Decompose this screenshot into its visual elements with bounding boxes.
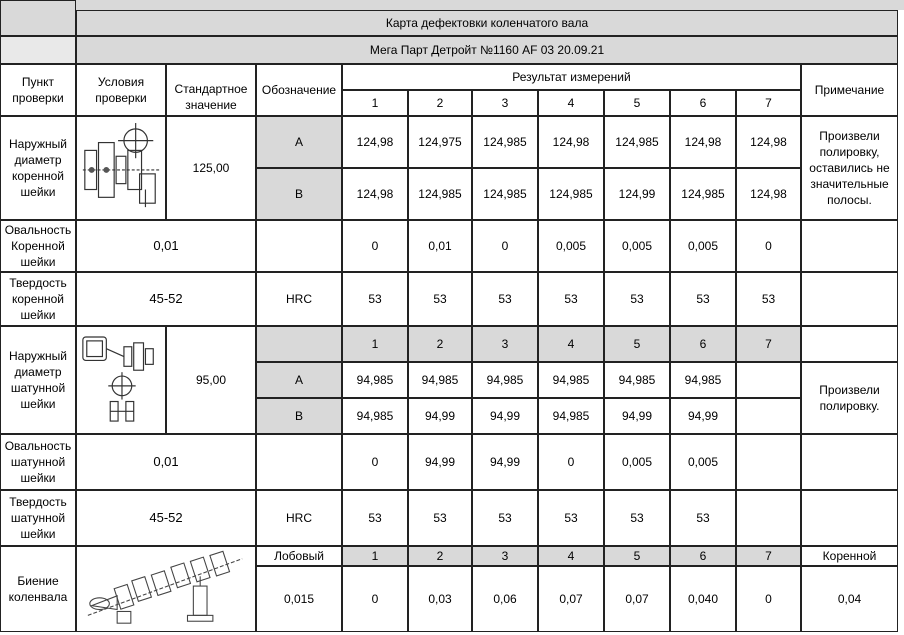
runout-col-4 xyxy=(538,546,604,566)
rod-ov-4 xyxy=(538,434,604,490)
cell-value: 0 xyxy=(371,455,379,469)
header-col-2 xyxy=(408,90,472,116)
header-col-3 xyxy=(472,90,538,116)
main-b-2 xyxy=(408,168,472,220)
rod-col-5 xyxy=(604,326,670,362)
rod-a-6 xyxy=(670,362,736,398)
main-a-6 xyxy=(670,116,736,168)
main-hardness-label-text: Твердость коренной шейки xyxy=(9,276,67,322)
cell-value: 94,99 xyxy=(424,455,456,469)
cell-value: 53 xyxy=(368,292,382,306)
cell-value: 53 xyxy=(630,511,644,525)
cell-value: 94,99 xyxy=(621,409,653,423)
rod-ov-3 xyxy=(472,434,538,490)
header-col-6 xyxy=(670,90,736,116)
runout-col-6 xyxy=(670,546,736,566)
header-designation-text: Обозначение xyxy=(261,83,337,97)
rod-b-2 xyxy=(408,398,472,434)
cell-value: 0,01 xyxy=(428,239,452,253)
col-number: 3 xyxy=(501,549,509,563)
header-standard xyxy=(166,64,256,116)
cell-value: 0 xyxy=(371,592,379,606)
runout-6 xyxy=(670,566,736,632)
rod-journal-standard-text: 95,00 xyxy=(195,373,227,387)
hrc-label: HRC xyxy=(286,292,312,306)
rod-b-7 xyxy=(736,398,801,434)
cell-value: 124,98 xyxy=(356,135,394,149)
cell-value: 124,985 xyxy=(615,135,659,149)
cell-value: 0,03 xyxy=(428,592,452,606)
header-conditions xyxy=(76,64,166,116)
runout-face-value-text: 0,015 xyxy=(283,592,315,606)
main-ov-3 xyxy=(472,220,538,272)
col-number: 4 xyxy=(567,549,575,563)
cell-value: 53 xyxy=(498,511,512,525)
runout-main-label-text: Коренной xyxy=(822,549,877,563)
rod-ovality-label xyxy=(0,434,76,490)
cell-value: 124,98 xyxy=(750,187,787,201)
header-point xyxy=(0,64,76,116)
cell-value: 53 xyxy=(564,511,578,525)
col-number: 5 xyxy=(633,96,641,110)
main-a-1 xyxy=(342,116,408,168)
main-hardness-note xyxy=(801,272,898,326)
rod-hardness-note xyxy=(801,490,898,546)
rod-b-4 xyxy=(538,398,604,434)
main-journal-standard xyxy=(166,116,256,220)
cell-value: 0,07 xyxy=(625,592,649,606)
main-b-7 xyxy=(736,168,801,220)
main-b-6 xyxy=(670,168,736,220)
rod-col-3 xyxy=(472,326,538,362)
designation-b: B xyxy=(294,409,303,423)
cell-value: 0 xyxy=(567,455,575,469)
runout-7 xyxy=(736,566,801,632)
main-ovality-note xyxy=(801,220,898,272)
rod-ovality-standard xyxy=(76,434,256,490)
cell-value: 94,985 xyxy=(356,373,394,387)
runout-col-1 xyxy=(342,546,408,566)
rod-col-1 xyxy=(342,326,408,362)
rod-hrc-4 xyxy=(538,490,604,546)
main-ovality-label-text: Овальность Коренной шейки xyxy=(4,223,72,269)
main-hrc-5 xyxy=(604,272,670,326)
main-ov-4 xyxy=(538,220,604,272)
rod-ov-7 xyxy=(736,434,801,490)
cell-value: 0,06 xyxy=(493,592,517,606)
main-b-4 xyxy=(538,168,604,220)
main-ovality-designation xyxy=(256,220,342,272)
runout-label xyxy=(0,546,76,632)
cell-value: 124,985 xyxy=(549,187,593,201)
col-number: 4 xyxy=(567,96,575,110)
designation-a: A xyxy=(294,373,303,387)
col-number: 2 xyxy=(436,549,444,563)
rod-hrc-5 xyxy=(604,490,670,546)
main-journal-note-text: Произвели полировку, оставились не значительные полосы. xyxy=(809,129,890,207)
header-note-text: Примечание xyxy=(814,83,885,97)
rod-ov-6 xyxy=(670,434,736,490)
cell-value: 53 xyxy=(564,292,578,306)
runout-figure xyxy=(76,546,256,632)
main-journal-row-b-designation xyxy=(256,168,342,220)
cell-value: 94,985 xyxy=(421,373,459,387)
cell-value: 124,985 xyxy=(483,187,527,201)
rod-journal-row-b-designation xyxy=(256,398,342,434)
col-number: 2 xyxy=(436,96,444,110)
rod-ovality-note xyxy=(801,434,898,490)
rod-hardness-label xyxy=(0,490,76,546)
rod-hardness-label-text: Твердость шатунной шейки xyxy=(9,495,67,541)
cell-value: 0 xyxy=(371,239,379,253)
runout-col-3 xyxy=(472,546,538,566)
cell-value: 94,99 xyxy=(489,455,521,469)
main-b-5 xyxy=(604,168,670,220)
rod-hrc-6 xyxy=(670,490,736,546)
main-hardness-standard xyxy=(76,272,256,326)
main-hrc-6 xyxy=(670,272,736,326)
runout-1 xyxy=(342,566,408,632)
main-journal-figure xyxy=(76,116,166,220)
main-ov-2 xyxy=(408,220,472,272)
cell-value: 0 xyxy=(765,592,772,606)
runout-label-text: Биение коленвала xyxy=(8,574,68,604)
rod-ov-5 xyxy=(604,434,670,490)
cell-value: 124,985 xyxy=(483,135,527,149)
col-number: 6 xyxy=(699,337,707,351)
runout-col-2 xyxy=(408,546,472,566)
cell-value: 53 xyxy=(630,292,644,306)
rod-journal-note-text: Произвели полировку. xyxy=(819,383,880,413)
main-a-7 xyxy=(736,116,801,168)
header-conditions-text: Условия проверки xyxy=(95,75,147,105)
cell-value: 0,005 xyxy=(621,455,653,469)
cell-value: 53 xyxy=(433,292,447,306)
header-result xyxy=(342,64,801,90)
sheet-top-strip xyxy=(0,0,904,10)
runout-main-label xyxy=(801,546,898,566)
runout-main-value xyxy=(801,566,898,632)
rod-col-4 xyxy=(538,326,604,362)
cell-value: 0,005 xyxy=(621,239,653,253)
main-journal-row-a-designation xyxy=(256,116,342,168)
main-ovality-standard-text: 0,01 xyxy=(153,238,179,253)
rod-a-1 xyxy=(342,362,408,398)
rod-ov-1 xyxy=(342,434,408,490)
rod-journal-standard xyxy=(166,326,256,434)
col-number: 3 xyxy=(501,96,509,110)
rod-hrc-7 xyxy=(736,490,801,546)
runout-main-value-text: 0,04 xyxy=(837,592,862,606)
cell-value: 0 xyxy=(765,239,772,253)
main-journal-standard-text: 125,00 xyxy=(192,161,230,175)
main-hrc-7 xyxy=(736,272,801,326)
cell-value: 53 xyxy=(761,292,776,306)
rod-a-5 xyxy=(604,362,670,398)
rod-hrc-3 xyxy=(472,490,538,546)
cell-value: 53 xyxy=(696,511,710,525)
rod-col-7 xyxy=(736,326,801,362)
col-number: 5 xyxy=(633,549,641,563)
main-hardness-designation xyxy=(256,272,342,326)
header-standard-text: Стандартное значение xyxy=(174,82,248,112)
cell-value: 53 xyxy=(498,292,512,306)
cell-value: 0,005 xyxy=(555,239,587,253)
col-number: 6 xyxy=(699,96,707,110)
cell-value: 0,07 xyxy=(559,592,583,606)
cell-value: 94,99 xyxy=(489,409,521,423)
col-number: 5 xyxy=(633,337,641,351)
runout-2 xyxy=(408,566,472,632)
rod-hardness-standard xyxy=(76,490,256,546)
runout-face-value xyxy=(256,566,342,632)
col-number: 7 xyxy=(765,549,772,563)
main-ov-1 xyxy=(342,220,408,272)
cell-value: 0 xyxy=(501,239,509,253)
runout-5 xyxy=(604,566,670,632)
rod-ovality-label-text: Овальность шатунной шейки xyxy=(4,439,72,485)
rod-ovality-standard-text: 0,01 xyxy=(153,454,179,469)
main-hrc-4 xyxy=(538,272,604,326)
cell-value: 94,985 xyxy=(684,373,722,387)
main-ov-7 xyxy=(736,220,801,272)
runout-4 xyxy=(538,566,604,632)
card-title-text: Карта дефектовки коленчатого вала xyxy=(385,16,589,30)
selected-cell[interactable] xyxy=(0,36,76,64)
cell-value: 124,98 xyxy=(552,135,590,149)
main-b-3 xyxy=(472,168,538,220)
main-hrc-3 xyxy=(472,272,538,326)
col-number: 3 xyxy=(501,337,509,351)
designation-a: A xyxy=(294,135,303,149)
main-journal-label xyxy=(0,116,76,220)
rod-journal-note xyxy=(801,362,898,434)
col-number: 1 xyxy=(371,337,379,351)
rod-b-5 xyxy=(604,398,670,434)
header-col-1 xyxy=(342,90,408,116)
hrc-label: HRC xyxy=(286,511,312,525)
runout-face-label-text: Лобовый xyxy=(274,549,324,563)
header-designation xyxy=(256,64,342,116)
crankshaft-runout-diagram-icon xyxy=(77,547,255,631)
cell-value: 124,98 xyxy=(684,135,722,149)
cell-value: 0,005 xyxy=(687,239,719,253)
rod-hardness-standard-text: 45-52 xyxy=(149,510,183,525)
runout-3 xyxy=(472,566,538,632)
col-number: 7 xyxy=(765,96,772,110)
main-hardness-standard-text: 45-52 xyxy=(149,291,183,306)
cell-value: 124,985 xyxy=(681,187,725,201)
runout-col-7 xyxy=(736,546,801,566)
cell-value: 94,985 xyxy=(618,373,656,387)
rod-ovality-designation xyxy=(256,434,342,490)
rod-journal-figure xyxy=(76,326,166,434)
cell-value: 94,985 xyxy=(552,373,590,387)
main-hardness-label xyxy=(0,272,76,326)
col-number: 2 xyxy=(436,337,444,351)
cell-value: 53 xyxy=(696,292,710,306)
main-journal-note xyxy=(801,116,898,220)
col-number: 6 xyxy=(699,549,707,563)
header-point-text: Пункт проверки xyxy=(12,75,64,105)
rod-journal-label xyxy=(0,326,76,434)
corner-cell xyxy=(0,0,76,36)
main-ov-5 xyxy=(604,220,670,272)
cell-value: 94,985 xyxy=(486,373,524,387)
header-col-4 xyxy=(538,90,604,116)
col-number: 4 xyxy=(567,337,575,351)
col-number: 7 xyxy=(765,337,772,351)
main-a-3 xyxy=(472,116,538,168)
rod-journal-col-header-designation xyxy=(256,326,342,362)
main-ovality-standard xyxy=(76,220,256,272)
card-subtitle xyxy=(76,36,898,64)
header-col-7 xyxy=(736,90,801,116)
header-result-text: Результат измерений xyxy=(512,70,631,84)
cell-value: 124,975 xyxy=(418,135,462,149)
cell-value: 124,985 xyxy=(418,187,462,201)
header-note xyxy=(801,64,898,116)
main-hrc-2 xyxy=(408,272,472,326)
rod-col-6 xyxy=(670,326,736,362)
cell-value: 94,99 xyxy=(424,409,456,423)
main-a-5 xyxy=(604,116,670,168)
cell-value: 53 xyxy=(433,511,447,525)
cell-value: 94,985 xyxy=(552,409,590,423)
header-col-5 xyxy=(604,90,670,116)
main-hrc-1 xyxy=(342,272,408,326)
cell-value: 124,98 xyxy=(750,135,787,149)
card-title xyxy=(76,10,898,36)
designation-b: B xyxy=(294,187,303,201)
rod-a-3 xyxy=(472,362,538,398)
col-number: 1 xyxy=(371,549,379,563)
cell-value: 0,005 xyxy=(687,455,719,469)
rod-hrc-1 xyxy=(342,490,408,546)
rod-journal-row-a-designation xyxy=(256,362,342,398)
runout-col-5 xyxy=(604,546,670,566)
main-a-2 xyxy=(408,116,472,168)
cell-value: 94,985 xyxy=(356,409,394,423)
main-ov-6 xyxy=(670,220,736,272)
rod-a-2 xyxy=(408,362,472,398)
card-subtitle-text: Мега Парт Детройт №1160 AF 03 20.09.21 xyxy=(369,43,605,57)
cell-value: 124,99 xyxy=(618,187,656,201)
cell-value: 124,98 xyxy=(356,187,394,201)
rod-a-7 xyxy=(736,362,801,398)
rod-hardness-designation xyxy=(256,490,342,546)
rod-col-2 xyxy=(408,326,472,362)
rod-journal-measuring-diagram-icon xyxy=(77,327,165,433)
cell-value: 0,040 xyxy=(687,592,719,606)
runout-face-label xyxy=(256,546,342,566)
main-journal-measuring-diagram-icon xyxy=(77,117,165,219)
rod-a-4 xyxy=(538,362,604,398)
cell-value: 94,99 xyxy=(687,409,719,423)
main-ovality-label xyxy=(0,220,76,272)
rod-hrc-2 xyxy=(408,490,472,546)
rod-ov-2 xyxy=(408,434,472,490)
main-journal-label-text: Наружный диаметр коренной шейки xyxy=(9,137,67,199)
rod-b-6 xyxy=(670,398,736,434)
col-number: 1 xyxy=(371,96,379,110)
rod-journal-label-text: Наружный диаметр шатунной шейки xyxy=(9,349,67,411)
rod-journal-note-top xyxy=(801,326,898,362)
rod-b-3 xyxy=(472,398,538,434)
main-a-4 xyxy=(538,116,604,168)
main-b-1 xyxy=(342,168,408,220)
rod-b-1 xyxy=(342,398,408,434)
cell-value: 53 xyxy=(368,511,382,525)
